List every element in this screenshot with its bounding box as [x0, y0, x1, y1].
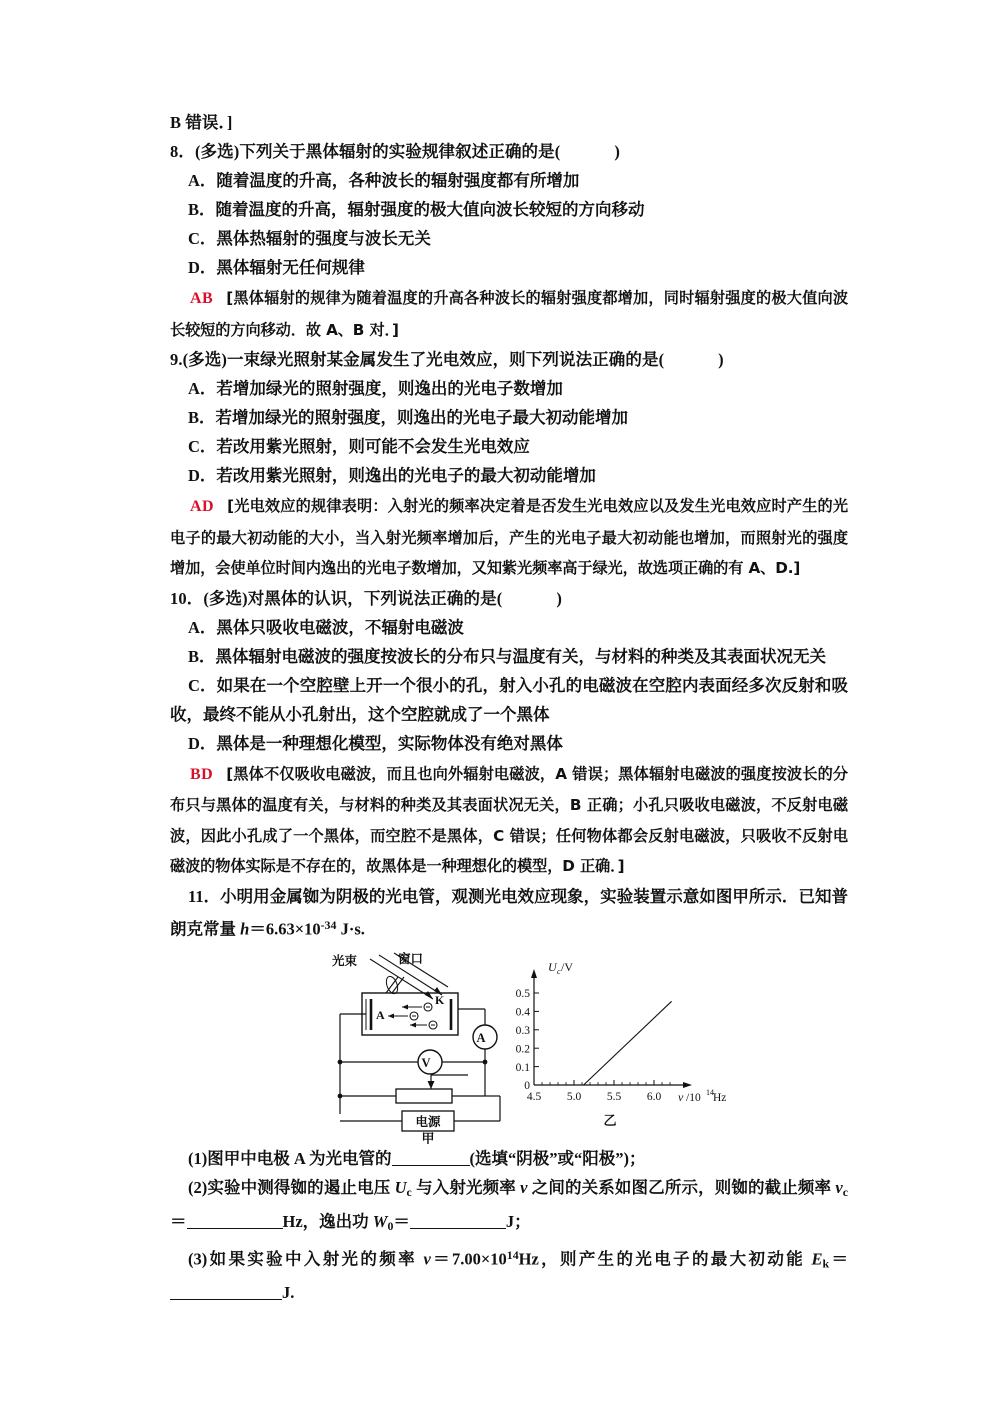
figure-caption-jia: 甲 [421, 1130, 435, 1144]
q8-option-c [170, 224, 845, 253]
q10-option-b-text: 黑体辐射电磁波的强度按波长的分布只与温度有关，与材料的种类及其表面状况无关 [215, 646, 827, 666]
q11-sub2-label: (2) [188, 1177, 208, 1197]
x-tick-0: 4.5 [526, 1090, 542, 1103]
q8-explanation-text: [黑体辐射的规律为随着温度的升高各种波长的辐射强度都增加，同时辐射强度的极大值向波长较短的方向移动．故 A、B 对．] [170, 289, 848, 339]
q11-sub3-exponent: 14 [506, 1247, 519, 1262]
q9-tag: (多选) [182, 350, 227, 369]
q11-subquestion-1 [170, 1144, 848, 1173]
q9-option-d-text: 若改用紫光照射，则逸出的光电子的最大初动能增加 [216, 466, 596, 485]
q8-option-b [170, 195, 845, 224]
x-tick-3: 6.0 [646, 1090, 662, 1103]
x-axis-label-exponent: 14 [706, 1087, 714, 1097]
q11-sub2-unit-hz: Hz，逸出功 [282, 1211, 373, 1231]
carryover-line: B 错误．] [170, 113, 233, 132]
question-8-stem [170, 137, 845, 166]
figures-row [170, 949, 848, 1144]
q8-option-c-text: 黑体热辐射的强度与波长无关 [216, 229, 431, 248]
figure-graph-yi [500, 955, 730, 1140]
q11-sub2-text-e: ＝ [393, 1211, 410, 1231]
q10-explanation [170, 759, 848, 882]
circuit-label-electrode-a: A [376, 1007, 385, 1022]
q8-option-a-text: 随着温度的升高，各种波长的辐射强度都有所增加 [216, 171, 580, 190]
q8-stem-close: ) [614, 142, 620, 161]
y-tick-4: 0.4 [515, 1006, 530, 1019]
q10-answer-label: BD [190, 765, 214, 783]
q11-stem-part1: 小明用金属铷为阴极的光电管，观测光电效应现象，实验装置示意如图甲所示．已知普朗克常量 [170, 886, 849, 938]
q10-option-b [170, 642, 848, 671]
q11-subquestion-2 [170, 1173, 848, 1241]
q11-number: 11． [188, 886, 221, 906]
q11-sub2-symbol-uc-sub: c [406, 1184, 412, 1199]
q11-sub3-unit-j: J. [282, 1283, 295, 1303]
q10-stem-close: ) [556, 588, 562, 608]
q8-stem-text: 下列关于黑体辐射的实验规律叙述正确的是( [239, 142, 561, 161]
q9-option-c-text: 若改用紫光照射，则可能不会发生光电效应 [216, 437, 530, 456]
q10-option-a-letter: A． [188, 617, 217, 637]
q11-sub1-text-b: (选填“阴极”或“阳极”)； [469, 1148, 646, 1168]
q8-explanation [170, 283, 848, 345]
x-axis-label-unit2: Hz [713, 1091, 727, 1104]
question-11-stem [170, 882, 848, 943]
q8-option-d [170, 253, 845, 282]
q9-option-d [170, 461, 845, 490]
q11-sub2-symbol-nuc-sub: c [842, 1184, 849, 1199]
q9-number: 9. [170, 350, 183, 369]
q8-option-d-letter: D． [188, 258, 217, 277]
q10-option-b-letter: B． [188, 646, 216, 666]
circuit-label-beam: 光束 [332, 953, 358, 968]
q11-sub3-blank-ek[interactable] [170, 1282, 282, 1300]
circuit-label-electrode-k: K [435, 992, 445, 1007]
q11-sub1-label: (1) [188, 1148, 208, 1168]
question-9-stem [170, 345, 845, 374]
question-10-stem [170, 584, 845, 613]
y-tick-0: 0 [524, 1079, 530, 1092]
y-tick-3: 0.3 [515, 1024, 530, 1037]
q9-option-d-letter: D． [188, 466, 217, 485]
q8-option-a-letter: A． [188, 171, 217, 190]
q11-sub2-blank-workfunction[interactable] [410, 1211, 506, 1229]
uc-vs-frequency-chart [500, 955, 730, 1140]
y-tick-2: 0.2 [515, 1043, 530, 1056]
y-axis-label-main: U [548, 959, 557, 974]
q9-option-a-letter: A． [188, 379, 217, 398]
q11-sub2-text-d: ＝ [170, 1211, 187, 1231]
q10-explanation-text: [黑体不仅吸收电磁波，而且也向外辐射电磁波，A 错误；黑体辐射电磁波的强度按波长的分布只与黑体的温度有关，与材料的种类及其表面状况无关，B 正确；小孔只吸收电磁波，不反射电磁波，因此小孔成了一个黑体，而空腔不是黑体，C 错误；任何物体都会反射电磁波，只吸收不反射电磁波的物体实际是不存在的，故黑体是一种理想化的模型，D 正确．] [170, 764, 848, 875]
q8-option-a [170, 166, 845, 195]
q11-sub2-text-c: 之间的关系如图乙所示，则铷的截止频率 [527, 1177, 836, 1197]
q9-answer-label: AD [190, 498, 215, 515]
q10-number: 10． [170, 588, 204, 608]
q11-sub2-symbol-w: W [372, 1211, 388, 1231]
q11-sub2-text-a: 实验中测得铷的遏止电压 [207, 1177, 395, 1197]
q11-sub1-text-a: 图甲中电极 A 为光电管的 [207, 1148, 392, 1168]
q11-sub2-symbol-uc: U [394, 1177, 407, 1197]
q8-option-b-text: 随着温度的升高，辐射强度的极大值向波长较短的方向移动 [215, 200, 645, 219]
q11-sub2-unit-j: J； [505, 1211, 531, 1231]
q10-option-a-text: 黑体只吸收电磁波，不辐射电磁波 [216, 617, 464, 637]
q9-option-b [170, 403, 845, 432]
q11-planck-exponent: -34 [320, 917, 337, 932]
q9-stem-close: ) [718, 350, 724, 369]
q10-option-d [170, 729, 848, 758]
page-content [170, 108, 849, 1307]
q8-tag: (多选) [194, 142, 240, 161]
q9-option-c-letter: C． [188, 437, 217, 456]
x-axis-label-main: ν [678, 1089, 684, 1104]
q9-option-a-text: 若增加绿光的照射强度，则逸出的光电子数增加 [216, 379, 563, 398]
q11-sub3-symbol-nu: ν [423, 1249, 431, 1269]
figure-caption-yi: 乙 [603, 1112, 617, 1128]
q11-sub3-text-d: ＝ [829, 1249, 849, 1269]
y-tick-5: 0.5 [515, 987, 530, 1000]
q10-option-c [170, 671, 848, 729]
q9-option-b-text: 若增加绿光的照射强度，则逸出的光电子最大初动能增加 [215, 408, 629, 427]
q10-option-c-text: 如果在一个空腔壁上开一个很小的孔，射入小孔的电磁波在空腔内表面经多次反射和吸收，最终不能从小孔射出，这个空腔就成了一个黑体 [170, 675, 848, 724]
q10-option-c-letter: C． [188, 675, 217, 695]
q8-option-c-letter: C． [188, 229, 217, 248]
q11-sub2-blank-frequency[interactable] [187, 1211, 283, 1229]
power-source-label: 电源 [415, 1114, 441, 1129]
q11-sub3-text-b: ＝7.00×10 [430, 1249, 507, 1269]
voltmeter-symbol: V [421, 1055, 431, 1070]
q11-sub3-text-a: 如果实验中入射光的频率 [207, 1249, 424, 1269]
q11-sub3-symbol-ek: E [811, 1249, 823, 1269]
q10-tag: (多选) [203, 588, 248, 608]
q10-stem-text: 对黑体的认识，下列说法正确的是( [247, 588, 503, 608]
y-axis-label-unit: /V [561, 959, 573, 974]
q9-option-c [170, 432, 845, 461]
q11-sub3-symbol-ek-sub: k [822, 1256, 830, 1271]
graph-data-line [584, 1001, 672, 1085]
q8-answer-label: AB [190, 290, 214, 307]
q9-explanation [170, 491, 848, 584]
q11-sub2-symbol-w-sub: 0 [387, 1218, 394, 1233]
q9-option-b-letter: B． [188, 408, 216, 427]
q11-stem-part2: ＝6.63×10 [249, 918, 321, 938]
q11-sub3-label: (3) [188, 1249, 208, 1269]
y-tick-1: 0.1 [515, 1061, 530, 1074]
q11-sub2-text-b: 与入射光频率 [411, 1177, 521, 1197]
q10-option-d-letter: D． [188, 733, 217, 753]
q9-option-a [170, 374, 845, 403]
x-axis-label-unit: /10 [686, 1091, 701, 1104]
q11-sub2-symbol-nu: ν [520, 1177, 528, 1197]
q8-option-d-text: 黑体辐射无任何规律 [216, 258, 365, 277]
x-tick-1: 5.0 [566, 1090, 582, 1103]
q11-stem-part3: J·s. [336, 918, 365, 938]
circuit-label-window: 窗口 [398, 951, 424, 966]
q11-sub3-text-c: Hz，则产生的光电子的最大初动能 [518, 1249, 812, 1269]
ammeter-symbol: A [476, 1030, 486, 1045]
y-axis-label-sub: c [557, 966, 561, 976]
q11-subquestion-3 [170, 1241, 848, 1307]
q11-planck-symbol: h [240, 918, 250, 938]
q11-sub2-symbol-nuc: ν [835, 1177, 843, 1197]
q8-option-b-letter: B． [188, 200, 216, 219]
q9-stem-text: 一束绿光照射某金属发生了光电效应，则下列说法正确的是( [226, 350, 665, 369]
q10-option-a [170, 613, 848, 642]
q11-sub1-answer-blank[interactable] [392, 1148, 470, 1166]
x-tick-2: 5.5 [606, 1090, 622, 1103]
q10-option-d-text: 黑体是一种理想化模型，实际物体没有绝对黑体 [216, 733, 563, 753]
q8-number: 8． [170, 142, 195, 161]
q9-explanation-text: [光电效应的规律表明：入射光的频率决定着是否发生光电效应以及发生光电效应时产生的光电子的最大初动能的大小，当入射光频率增加后，产生的光电子最大初动能也增加，而照射光的强度增加，会使单位时间内逸出的光电子数增加，又知紫光频率高于绿光，故选项正确的有 A、D.] [170, 497, 848, 577]
